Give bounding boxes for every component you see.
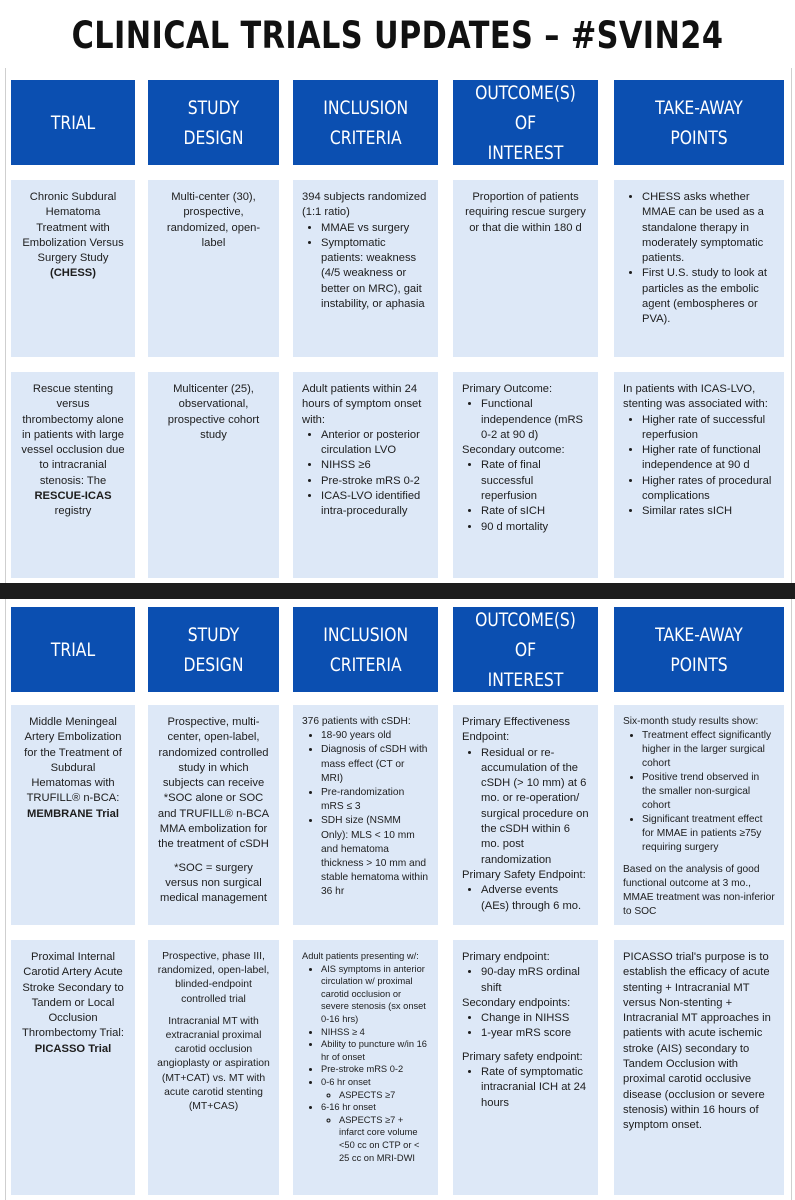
list-item: • NIHSS ≥ 4: [321, 1026, 429, 1039]
header-outcomes: OUTCOME(S) OF INTEREST: [453, 80, 598, 165]
list-item: • Treatment effect significantly higher in the larger surgical cohort: [642, 729, 775, 771]
list-item: • NIHSS ≥6: [321, 458, 429, 473]
list-item: • Higher rates of procedural complications: [642, 474, 775, 505]
list-item: • 1-year mRS score: [481, 1026, 589, 1041]
list-item: • Ability to puncture w/in 16 hr of onset: [321, 1038, 429, 1063]
list-item: • Pre-randomization mRS ≤ 3: [321, 786, 429, 814]
design-cell-picasso: Prospective, phase III, randomized, open-label, blinded-endpoint controlled trial Intracranial MT with extracranial proximal carotid occlusion angioplasty or aspiration (MT+CAT) vs. MT with acute carotid stenting (MT+CAS): [148, 940, 279, 1195]
list-item: • Pre-stroke mRS 0-2: [321, 1063, 429, 1076]
list-item: • SDH size (NSMM Only): MLS < 10 mm and hematoma thickness > 10 mm and stable hematoma within 36 hr: [321, 814, 429, 899]
list-item: • Pre-stroke mRS 0-2: [321, 474, 429, 489]
list-item: • 0-6 hr onset ◦ ASPECTS ≥7: [321, 1076, 429, 1101]
inclusion-cell-picasso: Adult patients presenting w/: • AIS symptoms in anterior circulation w/ proximal carotid occlusion or severe stenosis (sx onset 0-16 hrs) • NIHSS ≥ 4 • Ability to puncture w/in 16 hr of onset • Pre-stroke mRS 0-2 • 0-6 hr onset ◦ ASPECTS ≥7 • 6-16 hr onset ◦ ASPECTS ≥7 + infarct core volume <50 cc on CTP or < 25 cc on MRI-DWI: [293, 940, 438, 1195]
list-item: • Positive trend observed in the smaller non-surgical cohort: [642, 771, 775, 813]
trial-cell-rescue-icas: Rescue stenting versus thrombectomy alone in patients with large vessel occlusion due to intracranial stenosis: The RESCUE-ICAS registry: [11, 372, 135, 578]
list-item: • Rate of symptomatic intracranial ICH at 24 hours: [481, 1065, 589, 1111]
list-item: • 18-90 years old: [321, 729, 429, 743]
panel-divider: [0, 583, 795, 599]
list-item: • Significant treatment effect for MMAE in patients ≥75y requiring surgery: [642, 813, 775, 855]
inclusion-cell-chess: 394 subjects randomized (1:1 ratio) • MMAE vs surgery • Symptomatic patients: weakness (4/5 weakness or better on MRC), gait instability, or aphasia: [293, 180, 438, 357]
list-item: • Higher rate of functional independence at 90 d: [642, 443, 775, 474]
design-cell-chess: Multi-center (30), prospective, randomized, open-label: [148, 180, 279, 357]
header-inclusion-criteria-2: INCLUSION CRITERIA: [293, 607, 438, 692]
list-item: ◦ ASPECTS ≥7 + infarct core volume <50 cc on CTP or < 25 cc on MRI-DWI: [339, 1114, 429, 1164]
inclusion-cell-membrane: 376 patients with cSDH: • 18-90 years old • Diagnosis of cSDH with mass effect (CT or MRI) • Pre-randomization mRS ≤ 3 • SDH size (NSMM Only): MLS < 10 mm and hematoma thickness > 10 mm and stable hematoma within 36 hr: [293, 705, 438, 925]
list-item: • Change in NIHSS: [481, 1011, 589, 1026]
page-title: CLINICAL TRIALS UPDATES – #SVIN24: [71, 14, 724, 57]
outcome-cell-chess: Proportion of patients requiring rescue surgery or that die within 180 d: [453, 180, 598, 357]
list-item: ◦ ASPECTS ≥7: [339, 1089, 429, 1102]
takeaway-cell-membrane: Six-month study results show: • Treatment effect significantly higher in the larger surgical cohort • Positive trend observed in the smaller non-surgical cohort • Significant treatment effect for MMAE in patients ≥75y requiring surgery Based on the analysis of good functional outcome at 3 mo., MMAE treatment was non-inferior to SOC: [614, 705, 784, 925]
takeaway-cell-picasso: PICASSO trial's purpose is to establish the efficacy of acute stenting + Intracranial MT versus Non-stenting + Intracranial MT approaches in patients with acute ischemic stroke (AIS) secondary to Tandem Occlusion with proximal carotid occlusive disease (occlusion or severe stenosis) within 16 hours of symptom onset.: [614, 940, 784, 1195]
list-item: • ICAS-LVO identified intra-procedurally: [321, 489, 429, 520]
list-item: • Rate of final successful reperfusion: [481, 458, 589, 504]
list-item: • Rate of sICH: [481, 504, 589, 519]
list-item: • Higher rate of successful reperfusion: [642, 413, 775, 444]
outcome-cell-rescue-icas: Primary Outcome: • Functional independence (mRS 0-2 at 90 d) Secondary outcome: • Rate of final successful reperfusion • Rate of sICH • 90 d mortality: [453, 372, 598, 578]
list-item: • MMAE vs surgery: [321, 221, 429, 236]
list-item: • 6-16 hr onset ◦ ASPECTS ≥7 + infarct core volume <50 cc on CTP or < 25 cc on MRI-DWI: [321, 1101, 429, 1164]
header-takeaway-2: TAKE-AWAY POINTS: [614, 607, 784, 692]
list-item: • Functional independence (mRS 0-2 at 90 d): [481, 397, 589, 443]
design-cell-rescue-icas: Multicenter (25), observational, prospective cohort study: [148, 372, 279, 578]
header-study-design: STUDY DESIGN: [148, 80, 279, 165]
list-item: • 90 d mortality: [481, 520, 589, 535]
takeaway-cell-chess: [614, 180, 784, 357]
trial-cell-membrane: Middle Meningeal Artery Embolization for the Treatment of Subdural Hematomas with TRUFILL® n-BCA: MEMBRANE Trial: [11, 705, 135, 925]
inclusion-cell-rescue-icas: Adult patients within 24 hours of symptom onset with: • Anterior or posterior circulation LVO • NIHSS ≥6 • Pre-stroke mRS 0-2 • ICAS-LVO identified intra-procedurally: [293, 372, 438, 578]
takeaway-cell-rescue-icas: In patients with ICAS-LVO, stenting was associated with: • Higher rate of successful reperfusion • Higher rate of functional independence at 90 d • Higher rates of procedural complications • Similar rates sICH: [614, 372, 784, 578]
list-item: • Residual or re-accumulation of the cSDH (> 10 mm) at 6 mo. or re-operation/ surgical procedure on the cSDH within 6 mo. post randomization: [481, 746, 589, 868]
header-outcomes-2: OUTCOME(S) OF INTEREST: [453, 607, 598, 692]
list-item: • Anterior or posterior circulation LVO: [321, 428, 429, 459]
header-study-design-2: STUDY DESIGN: [148, 607, 279, 692]
trial-cell-chess: Chronic Subdural Hematoma Treatment with Embolization Versus Surgery Study (CHESS): [11, 180, 135, 357]
header-trial-2: TRIAL: [11, 607, 135, 692]
design-cell-membrane: Prospective, multi-center, open-label, randomized controlled study in which subjects can receive *SOC alone or SOC and TRUFILL® n-BCA MMA embolization for the treatment of cSDH *SOC = surgery versus non surgical medical management: [148, 705, 279, 925]
list-item: • AIS symptoms in anterior circulation w/ proximal carotid occlusion or severe stenosis (sx onset 0-16 hrs): [321, 963, 429, 1026]
outcome-cell-picasso: Primary endpoint: • 90-day mRS ordinal shift Secondary endpoints: • Change in NIHSS • 1-year mRS score Primary safety endpoint: • Rate of symptomatic intracranial ICH at 24 hours: [453, 940, 598, 1195]
list-item: • First U.S. study to look at particles as the embolic agent (embospheres or PVA).: [642, 266, 775, 327]
list-item: • 90-day mRS ordinal shift: [481, 965, 589, 996]
list-item: • Similar rates sICH: [642, 504, 775, 519]
list-item: • Symptomatic patients: weakness (4/5 weakness or better on MRC), gait instability, or aphasia: [321, 236, 429, 312]
header-trial: TRIAL: [11, 80, 135, 165]
header-inclusion-criteria: INCLUSION CRITERIA: [293, 80, 438, 165]
header-takeaway: TAKE-AWAY POINTS: [614, 80, 784, 165]
list-item: • CHESS asks whether MMAE can be used as a standalone therapy in moderately symptomatic patients.: [642, 190, 775, 266]
outcome-cell-membrane: Primary Effectiveness Endpoint: • Residual or re-accumulation of the cSDH (> 10 mm) at 6 mo. or re-operation/ surgical procedure on the cSDH within 6 mo. post randomization Primary Safety Endpoint: • Adverse events (AEs) through 6 mo.: [453, 705, 598, 925]
list-item: • Adverse events (AEs) through 6 mo.: [481, 883, 589, 914]
list-item: • Diagnosis of cSDH with mass effect (CT or MRI): [321, 743, 429, 786]
trial-cell-picasso: Proximal Internal Carotid Artery Acute Stroke Secondary to Tandem or Local Occlusion Thrombectomy Trial: PICASSO Trial: [11, 940, 135, 1195]
